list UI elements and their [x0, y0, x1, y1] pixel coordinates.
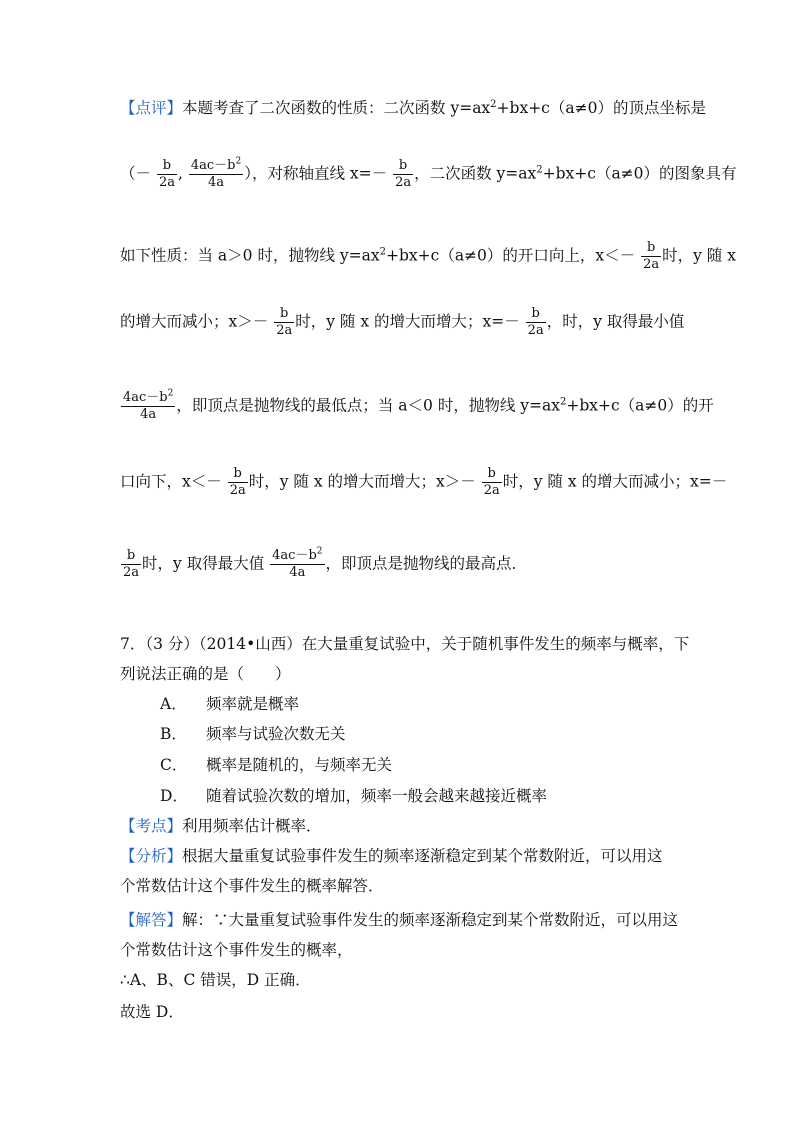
fraction	[228, 466, 248, 499]
text: ，即顶点是抛物线的最低点；当 a＜0 时，抛物线 y=ax	[176, 396, 560, 415]
text: ，即顶点是抛物线的最高点．	[325, 554, 528, 573]
denominator: 2a	[276, 323, 293, 338]
kaodian-line	[120, 816, 322, 836]
superscript: 2	[559, 396, 567, 408]
fraction	[274, 306, 294, 339]
question-stem-2: 列说法正确的是（ ）	[120, 665, 291, 683]
numerator	[189, 158, 243, 174]
fraction	[641, 240, 661, 273]
text: 时，y 随 x	[662, 246, 736, 265]
denominator: 2a	[643, 257, 660, 272]
review-line-3	[120, 240, 736, 273]
superscript: 2	[490, 98, 497, 110]
kaodian-tag: 【考点】	[120, 817, 183, 835]
fraction	[270, 548, 324, 581]
denominator: 4a	[140, 407, 157, 422]
text: （－	[120, 164, 152, 183]
text: ，时，y 取得最小值	[546, 312, 685, 331]
text: ，二次函数 y=ax	[414, 164, 537, 183]
denominator: 2a	[395, 175, 412, 190]
text: 时，y 取得最大值	[142, 554, 265, 573]
superscript: 2	[316, 546, 323, 557]
denominator: 4a	[289, 565, 306, 580]
jieda-tag: 【解答】	[120, 911, 183, 929]
review-line-1	[120, 98, 706, 118]
fenxi-line-1	[120, 846, 663, 866]
denominator: 2a	[158, 175, 175, 190]
fenxi-line-2: 个常数估计这个事件发生的概率解答．	[120, 877, 384, 895]
fraction	[121, 548, 141, 581]
fraction	[393, 158, 413, 191]
denominator: 4a	[208, 175, 225, 190]
text: +bx+c（a≠0）的图象具有	[542, 164, 737, 183]
question-stem-1: 7．（3 分）（2014•山西）在大量重复试验中，关于随机事件发生的频率与概率，下	[120, 635, 690, 653]
jieda-line-4: 故选 D．	[120, 1003, 184, 1021]
option-a	[160, 694, 299, 714]
numerator: b	[162, 158, 172, 173]
numerator: b	[398, 158, 408, 173]
text: 如下性质：当 a＞0 时，抛物线 y=ax	[120, 246, 380, 265]
numerator: b	[531, 306, 540, 321]
numerator: b	[126, 548, 136, 563]
jieda-text: 解：∵大量重复试验事件发生的频率逐渐稳定到某个常数附近，可以用这	[182, 911, 679, 929]
denominator: 2a	[483, 483, 500, 498]
option-key: A．	[160, 695, 187, 713]
text: 4ac－b	[190, 158, 236, 173]
numerator	[270, 548, 324, 564]
text: +bx+c（a≠0）的顶点坐标是	[496, 99, 706, 117]
review-line-2: （－ $\frac{b}{2a}$ , $\frac{4ac-b^2}{4a}$ ），对称轴直线 x=－ $\frac{b}{2a}$ ，二次函数 $y=ax^2+bx+c(a\ne 0)$的图象具有	[120, 156, 737, 190]
text: 本题考查了二次函数的性质：二次函数 y=ax	[182, 99, 491, 117]
numerator: b	[280, 306, 289, 321]
review-line-4	[120, 306, 684, 339]
fraction	[189, 158, 243, 191]
numerator: b	[487, 466, 496, 481]
text: +bx+c（a≠0）的开	[566, 396, 714, 415]
option-text: 频率与试验次数无关	[206, 725, 346, 743]
kaodian-text: 利用频率估计概率．	[182, 817, 322, 835]
option-key: B．	[160, 725, 187, 743]
numerator	[121, 390, 175, 406]
review-line-5	[120, 390, 714, 423]
option-b	[160, 724, 346, 744]
numerator: b	[233, 466, 242, 481]
numerator: b	[646, 240, 656, 255]
superscript: 2	[379, 246, 386, 258]
option-c	[160, 755, 392, 775]
text: ），对称轴直线 x=－	[244, 164, 388, 183]
review-line-6	[120, 466, 727, 499]
text: 口向下，x＜－	[120, 472, 222, 491]
text: 时，y 随 x 的增大而增大；x=－	[295, 312, 520, 331]
superscript: 2	[536, 164, 543, 176]
fraction	[121, 390, 175, 423]
text: +bx+c（a≠0）的开口向上，x＜－	[386, 246, 636, 265]
text: 4ac－b	[123, 390, 168, 405]
option-d	[160, 786, 547, 806]
text: 的增大而减小；x＞－	[120, 312, 269, 331]
option-text: 概率是随机的，与频率无关	[206, 756, 393, 774]
superscript: 2	[235, 156, 242, 167]
option-text: 频率就是概率	[206, 695, 300, 713]
fraction	[526, 306, 546, 339]
review-line-7	[120, 548, 527, 581]
option-text: 随着试验次数的增加，频率一般会越来越接近概率	[206, 787, 548, 805]
fenxi-tag: 【分析】	[120, 847, 183, 865]
superscript: 2	[167, 388, 174, 399]
option-key: D．	[160, 787, 188, 805]
denominator: 2a	[527, 323, 544, 338]
fraction	[482, 466, 502, 499]
jieda-line-2: 个常数估计这个事件发生的概率，	[120, 941, 353, 959]
jieda-line-3: ∴A、B、C 错误，D 正确．	[120, 971, 311, 989]
jieda-line-1	[120, 910, 678, 930]
text: 时，y 随 x 的增大而增大；x＞－	[248, 472, 476, 491]
denominator: 2a	[123, 565, 140, 580]
text: 4ac－b	[272, 548, 317, 563]
review-tag: 【点评】	[120, 99, 183, 117]
option-key: C．	[160, 756, 188, 774]
fenxi-text: 根据大量重复试验事件发生的频率逐渐稳定到某个常数附近，可以用这	[182, 847, 663, 865]
fraction	[157, 158, 177, 191]
denominator: 2a	[229, 483, 246, 498]
text: 时，y 随 x 的增大而减小；x=－	[502, 472, 728, 491]
